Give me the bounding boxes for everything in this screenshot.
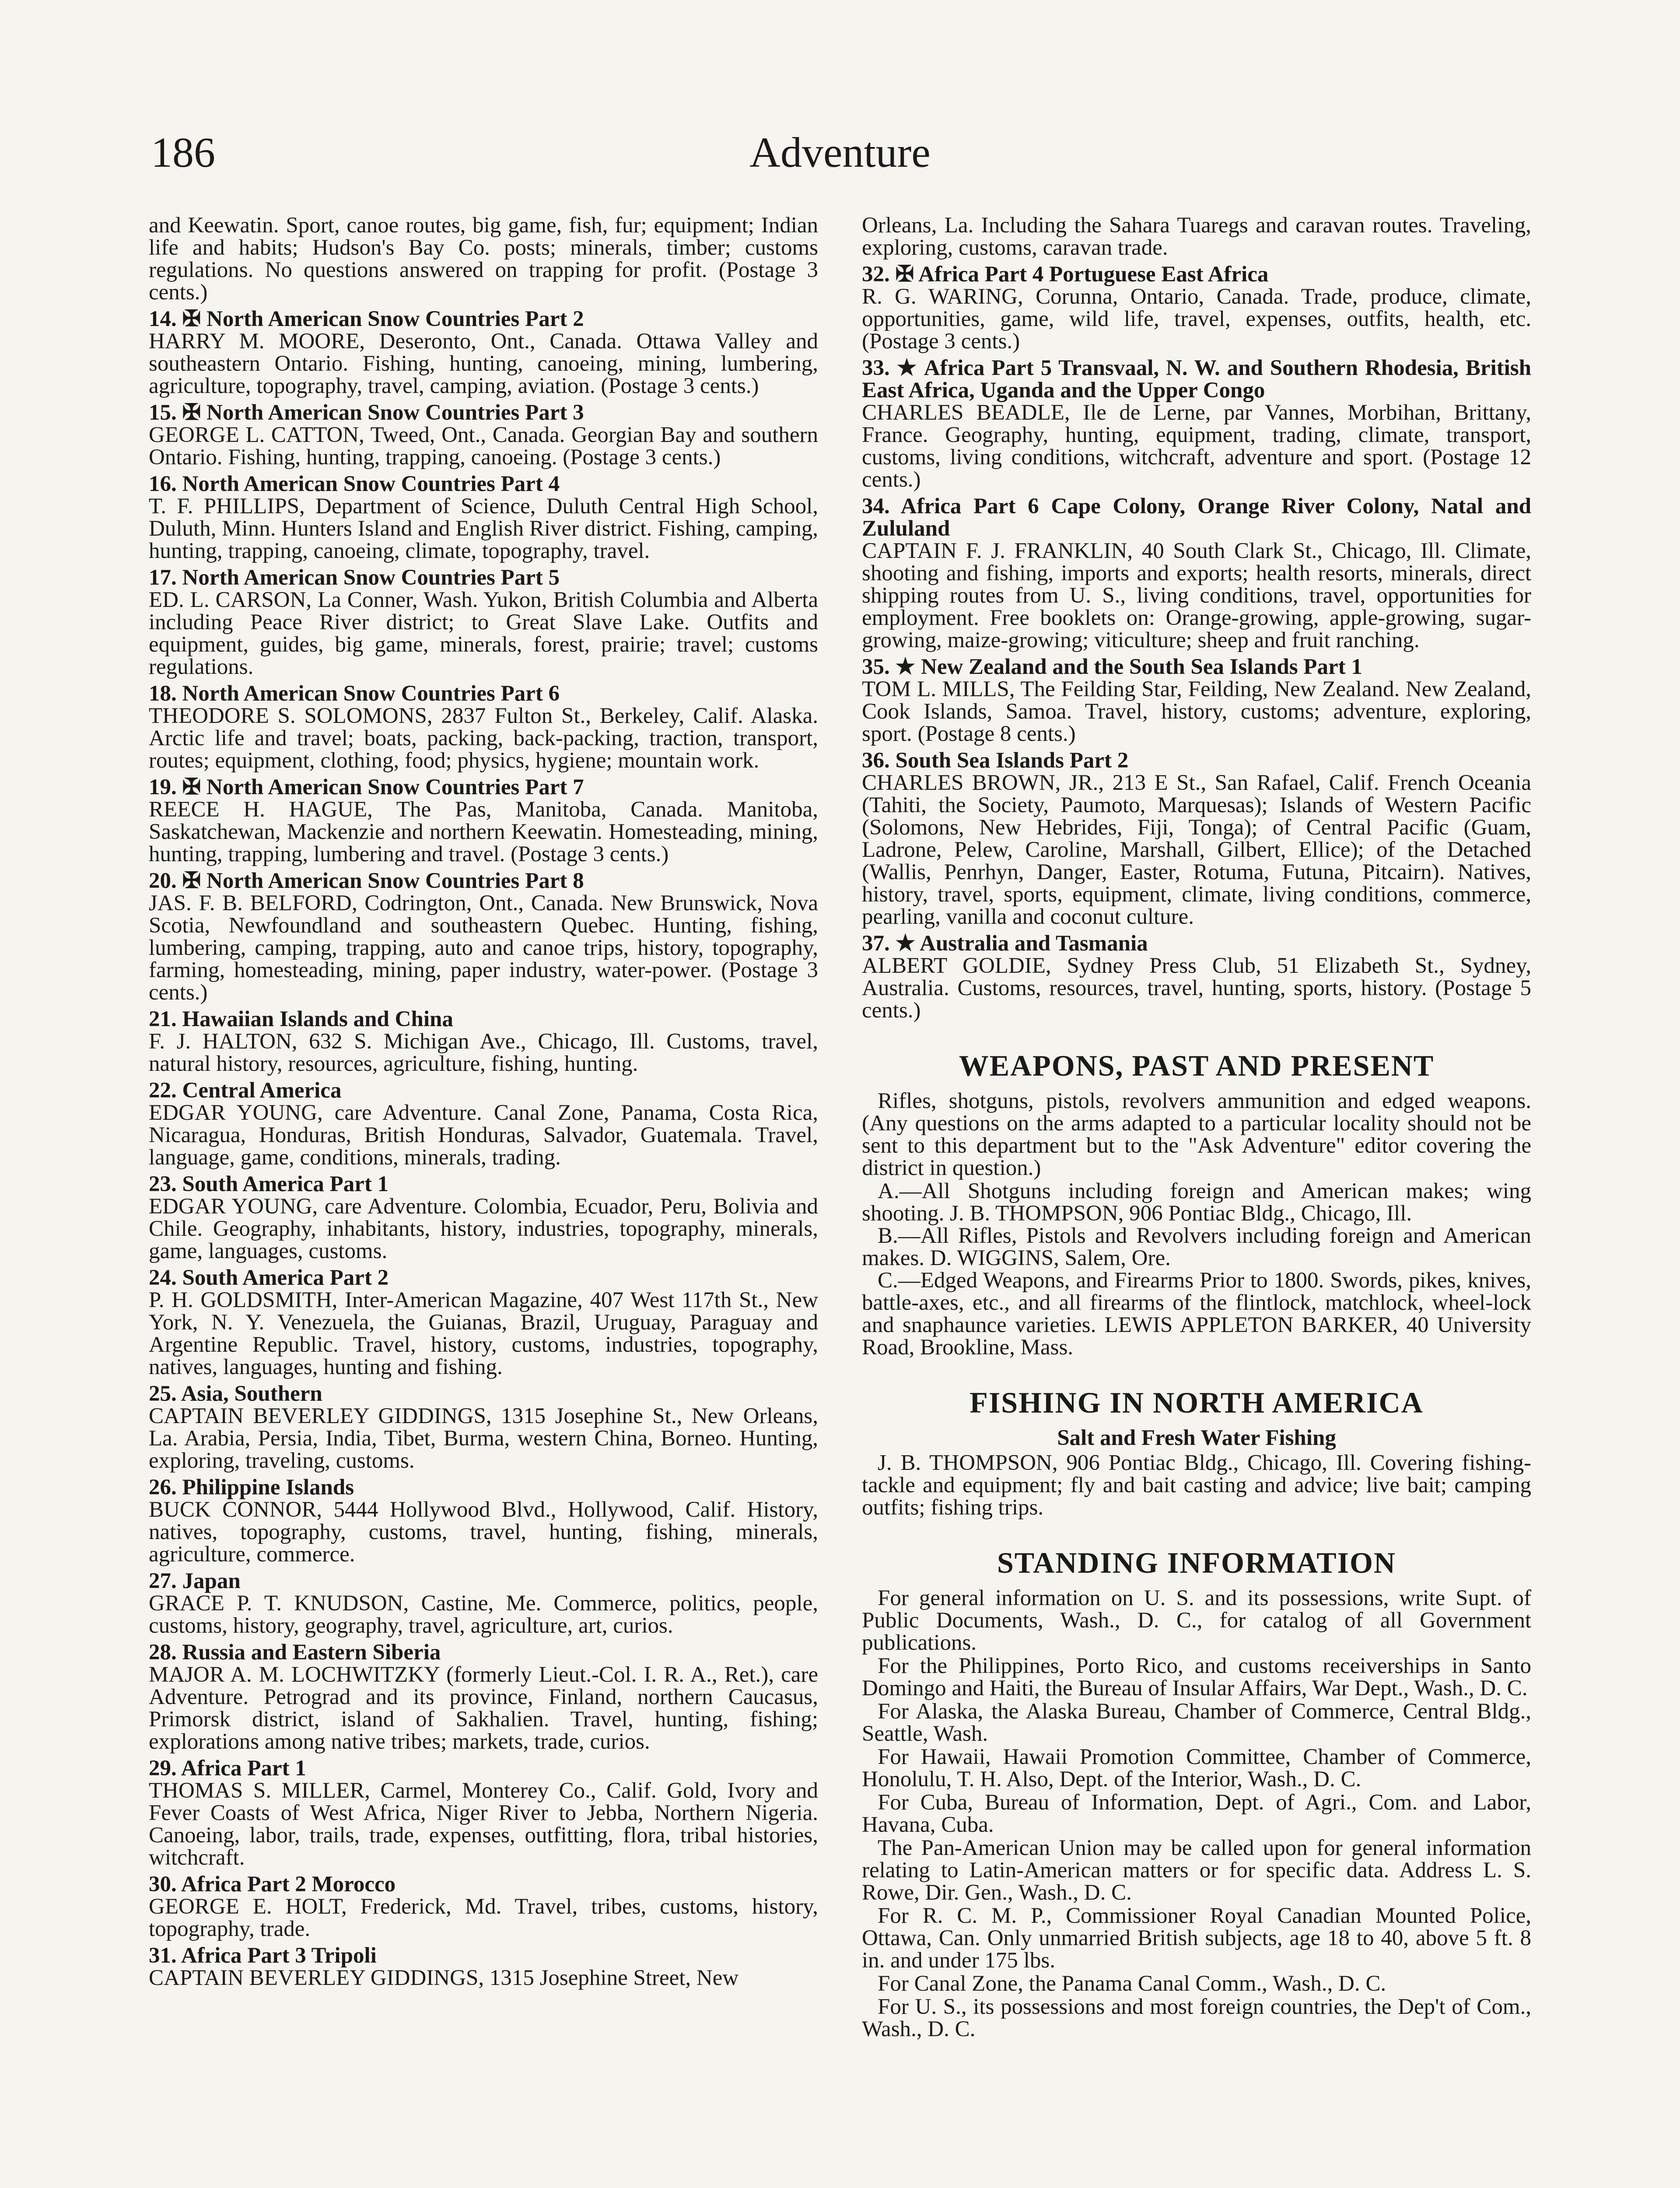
standing-paragraph: For Hawaii, Hawaii Promotion Committee, Chamber of Commerce, Honolulu, T. H. Also, Dept. of the Interior, Wash., D. C. — [862, 1745, 1531, 1792]
cross-icon: ✠ — [895, 262, 914, 287]
entry-text: EDGAR YOUNG, care Adventure. Colombia, Ecuador, Peru, Bolivia and Chile. Geography, inhabitants, history, industries, topography, minerals, game, languages, customs. — [149, 1194, 818, 1263]
entry-heading — [149, 1383, 818, 1405]
entry-heading — [862, 750, 1531, 772]
left_column-entry — [149, 308, 818, 397]
right-entries — [862, 214, 1531, 1022]
left-column — [149, 214, 818, 1994]
right_column-entry — [862, 495, 1531, 652]
entry-title: Africa Part 5 Transvaal, N. W. and Southern Rhodesia, British East Africa, Uganda and the Upper Congo — [862, 356, 1532, 403]
entry-number: 28. — [149, 1640, 177, 1665]
entry-heading — [149, 473, 818, 495]
entry-number: 24. — [149, 1266, 177, 1290]
right_column-entry — [862, 214, 1531, 259]
star-icon: ★ — [896, 356, 918, 380]
entry-title: North American Snow Countries Part 3 — [206, 400, 584, 425]
entry-heading — [149, 1945, 818, 1967]
entry-heading — [149, 683, 818, 705]
entry-title: Hawaiian Islands and China — [182, 1007, 453, 1031]
entry-text: CAPTAIN BEVERLEY GIDDINGS, 1315 Josephine Street, New — [149, 1966, 739, 1990]
standing-paragraph: For Canal Zone, the Panama Canal Comm., Wash., D. C. — [878, 1971, 1386, 1996]
right_column-entry — [862, 263, 1531, 353]
standing-paragraph: For Alaska, the Alaska Bureau, Chamber of Commerce, Central Bldg., Seattle, Wash. — [862, 1699, 1531, 1746]
star-icon: ★ — [895, 655, 916, 679]
entry-number: 23. — [149, 1172, 177, 1196]
entry-number: 37. — [862, 931, 890, 956]
entry-heading — [862, 933, 1531, 955]
entry-heading — [149, 567, 818, 589]
entry-number: 16. — [149, 472, 177, 496]
fishing-text: J. B. THOMPSON, 906 Pontiac Bldg., Chicago, Ill. Covering fishing-tackle and equipment; fly and bait casting and advice; live bait; camping outfits; fishing trips. — [862, 1451, 1531, 1520]
entry-heading — [149, 1173, 818, 1196]
entry-text: EDGAR YOUNG, care Adventure. Canal Zone, Panama, Costa Rica, Nicaragua, Honduras, British Honduras, Salvador, Guatemala. Travel, language, game, conditions, minerals, trading. — [149, 1101, 818, 1170]
left_column-entry — [149, 1080, 818, 1169]
entry-title: Japan — [182, 1569, 241, 1593]
entry-number: 14. — [149, 307, 177, 331]
entry-text: CHARLES BEADLE, Ile de Lerne, par Vannes, Morbihan, Brittany, France. Geography, hunting, equipment, trading, climate, transport, customs, living conditions, witchcraft, adventure and sport. (Postage 12 cents.) — [862, 400, 1531, 492]
left_column-entry — [149, 1757, 818, 1869]
entry-number: 15. — [149, 400, 177, 425]
left_column-entry — [149, 402, 818, 469]
standing-paragraph: For general information on U. S. and its possessions, write Supt. of Public Documents, Wash., D. C., for catalog of all Government publications. — [862, 1586, 1531, 1655]
entry-text: REECE H. HAGUE, The Pas, Manitoba, Canada. Manitoba, Saskatchewan, Mackenzie and northern Keewatin. Homesteading, mining, hunting, trapping, lumbering and travel. (Postage 3 cents.) — [149, 797, 818, 866]
entry-heading — [149, 1267, 818, 1289]
right_column-entry — [862, 750, 1531, 928]
entry-heading — [862, 656, 1531, 678]
entry-title: Africa Part 4 Portuguese East Africa — [918, 262, 1269, 287]
entry-number: 35. — [862, 655, 890, 679]
entry-number: 34. — [862, 494, 890, 519]
entry-text: THEODORE S. SOLOMONS, 2837 Fulton St., Berkeley, Calif. Alaska. Arctic life and travel; boats, packing, back-packing, traction, transport, routes; equipment, clothing, food; physics, hygiene; mountain work. — [149, 704, 818, 773]
entry-title: Africa Part 6 Cape Colony, Orange River Colony, Natal and Zululand — [862, 494, 1532, 541]
entry-number: 36. — [862, 748, 890, 773]
left_column-entry — [149, 1641, 818, 1753]
entry-title: North American Snow Countries Part 7 — [206, 775, 584, 799]
entry-text: T. F. PHILLIPS, Department of Science, Duluth Central High School, Duluth, Minn. Hunters Island and English River district. Fishing, camping, hunting, trapping, canoeing, climate, topography, travel. — [149, 494, 818, 563]
weapons-a: A.—All Shotguns including foreign and American makes; wing shooting. J. B. THOMPSON, 906 Pontiac Bldg., Chicago, Ill. — [862, 1179, 1531, 1226]
weapons-intro: Rifles, shotguns, pistols, revolvers ammunition and edged weapons. (Any questions on the arms adapted to a particular locality should not be sent to this department but to the "Ask Adventure" editor covering the district in question.) — [862, 1089, 1531, 1180]
right-column — [862, 214, 1531, 2041]
star-icon: ★ — [895, 931, 916, 956]
standing-paragraphs — [862, 1587, 1531, 2041]
standing-paragraph: For the Philippines, Porto Rico, and customs receiverships in Santo Domingo and Haiti, the Bureau of Insular Affairs, War Dept., Wash., D. C. — [862, 1654, 1531, 1701]
left_column-entry — [149, 1873, 818, 1940]
entry-text: GEORGE E. HOLT, Frederick, Md. Travel, tribes, customs, history, topography, trade. — [149, 1894, 818, 1941]
entry-heading — [149, 1873, 818, 1896]
entry-number: 27. — [149, 1569, 177, 1593]
left_column-entry — [149, 567, 818, 678]
entry-number: 31. — [149, 1943, 177, 1968]
weapons-c: C.—Edged Weapons, and Firearms Prior to 1800. Swords, pikes, knives, battle-axes, etc., and all firearms of the flintlock, matchlock, wheel-lock and snaphaunce varieties. LEWIS APPLETON BARKER, 40 University Road, Brookline, Mass. — [862, 1268, 1531, 1360]
cross-icon: ✠ — [182, 775, 201, 799]
fishing-heading: FISHING IN NORTH AMERICA — [970, 1386, 1424, 1419]
entry-number: 29. — [149, 1756, 177, 1781]
entry-text: F. J. HALTON, 632 S. Michigan Ave., Chicago, Ill. Customs, travel, natural history, resources, agriculture, fishing, hunting. — [149, 1029, 818, 1076]
entry-text: ALBERT GOLDIE, Sydney Press Club, 51 Elizabeth St., Sydney, Australia. Customs, resources, travel, hunting, sports, history. (Postage 5 cents.) — [862, 954, 1531, 1023]
entry-title: North American Snow Countries Part 6 — [182, 681, 560, 706]
left_column-entry — [149, 1383, 818, 1472]
left_column-entry — [149, 776, 818, 866]
entry-number: 22. — [149, 1078, 177, 1103]
entry-title: South America Part 2 — [182, 1266, 389, 1290]
entry-number: 26. — [149, 1475, 177, 1500]
entry-heading — [149, 1080, 818, 1102]
weapons-heading: WEAPONS, PAST AND PRESENT — [959, 1049, 1435, 1082]
entry-heading — [149, 870, 818, 892]
entry-heading — [862, 263, 1531, 286]
entry-number: 20. — [149, 869, 177, 893]
cross-icon: ✠ — [182, 400, 201, 425]
standing-heading: STANDING INFORMATION — [997, 1546, 1396, 1579]
left_column-entry — [149, 1570, 818, 1637]
entry-heading — [149, 1757, 818, 1780]
entry-title: South America Part 1 — [182, 1172, 389, 1196]
entry-title: Africa Part 1 — [181, 1756, 306, 1781]
entry-heading — [149, 1476, 818, 1499]
entry-title: New Zealand and the South Sea Islands Part 1 — [920, 655, 1362, 679]
left_column-entry — [149, 1008, 818, 1075]
entry-heading — [149, 1008, 818, 1031]
entry-title: North American Snow Countries Part 5 — [182, 565, 560, 590]
entry-text: ED. L. CARSON, La Conner, Wash. Yukon, British Columbia and Alberta including Peace River district; to Great Slave Lake. Outfits and equipment, guides, big game, minerals, forest, prairie; travel; customs regulations. — [149, 588, 818, 679]
entry-number: 17. — [149, 565, 177, 590]
entry-number: 33. — [862, 356, 890, 380]
entry-title: Australia and Tasmania — [920, 931, 1148, 956]
entry-heading — [862, 357, 1531, 402]
entry-text: JAS. F. B. BELFORD, Codrington, Ont., Canada. New Brunswick, Nova Scotia, Newfoundland and southeastern Quebec. Hunting, fishing, lumbering, camping, trapping, auto and canoe trips, history, topography, farming, homesteading, mining, paper industry, water-power. (Postage 3 cents.) — [149, 891, 818, 1005]
left_column-entry — [149, 683, 818, 772]
entry-text: MAJOR A. M. LOCHWITZKY (formerly Lieut.-Col. I. R. A., Ret.), care Adventure. Petrograd and its province, Finland, northern Caucasus, Primorsk district, island of Sakhalien. Travel, hunting, fishing; explorations among native tribes; markets, trade, curios. — [149, 1662, 818, 1754]
entry-text: CAPTAIN F. J. FRANKLIN, 40 South Clark St., Chicago, Ill. Climate, shooting and fishing, imports and exports; health resorts, minerals, direct shipping routes from U. S., living conditions, travel, opportunities for employment. Free booklets on: Orange-growing, apple-growing, sugar-growing, maize-growing; viticulture; sheep and fruit ranching. — [862, 539, 1531, 652]
entry-text: HARRY M. MOORE, Deseronto, Ont., Canada. Ottawa Valley and southeastern Ontario. Fishing, hunting, canoeing, mining, lumbering, agriculture, topography, travel, camping, aviation. (Postage 3 cents.) — [149, 329, 818, 398]
entry-number: 30. — [149, 1872, 177, 1897]
entry-number: 21. — [149, 1007, 177, 1031]
left_column-entry — [149, 473, 818, 562]
standing-paragraph: For Cuba, Bureau of Information, Dept. of Agri., Com. and Labor, Havana, Cuba. — [862, 1790, 1531, 1837]
entry-title: Africa Part 2 Morocco — [181, 1872, 396, 1897]
entry-number: 19. — [149, 775, 177, 799]
entry-number: 18. — [149, 681, 177, 706]
entry-text: GRACE P. T. KNUDSON, Castine, Me. Commerce, politics, people, customs, history, geography, travel, agriculture, art, curios. — [149, 1591, 818, 1638]
entry-heading — [149, 402, 818, 424]
left_column-entry — [149, 1945, 818, 1989]
entry-heading — [149, 1570, 818, 1592]
fishing-subheading: Salt and Fresh Water Fishing — [1057, 1426, 1336, 1450]
entry-heading — [149, 776, 818, 799]
left_column-entry — [149, 214, 818, 304]
entry-number: 32. — [862, 262, 890, 287]
cross-icon: ✠ — [182, 307, 201, 331]
standing-paragraph: For U. S., its possessions and most foreign countries, the Dep't of Com., Wash., D. C. — [862, 1995, 1531, 2041]
left_column-entry — [149, 1267, 818, 1378]
right_column-entry — [862, 933, 1531, 1022]
entry-title: Africa Part 3 Tripoli — [181, 1943, 377, 1968]
entry-title: Central America — [182, 1078, 342, 1103]
cross-icon: ✠ — [182, 869, 201, 893]
entry-title: North American Snow Countries Part 8 — [206, 869, 584, 893]
left_column-entry — [149, 1173, 818, 1262]
entry-text: CHARLES BROWN, JR., 213 E St., San Rafael, Calif. French Oceania (Tahiti, the Society, Paumoto, Marquesas); Islands of Western Pacific (Solomons, New Hebrides, Fiji, Tonga); of Central Pacific (Guam, Ladrone, Pelew, Caroline, Marshall, Gilbert, Ellice); of the Detached (Wallis, Penrhyn, Danger, Easter, Rotuma, Futuna, Pitcairn). Natives, history, travel, sports, equipment, climate, living conditions, commerce, pearling, vanilla and coconut culture. — [862, 771, 1531, 929]
entry-title: Russia and Eastern Siberia — [182, 1640, 441, 1665]
entry-title: North American Snow Countries Part 4 — [182, 472, 560, 496]
page-number: 186 — [151, 129, 215, 176]
standing-paragraph: The Pan-American Union may be called upon for general information relating to Latin-American matters or for specific data. Address L. S. Rowe, Dir. Gen., Wash., D. C. — [862, 1836, 1531, 1905]
entry-number: 25. — [149, 1382, 177, 1406]
right_column-entry — [862, 656, 1531, 745]
entry-heading — [862, 495, 1531, 540]
entry-text: and Keewatin. Sport, canoe routes, big game, fish, fur; equipment; Indian life and habits; Hudson's Bay Co. posts; minerals, timber; customs regulations. No questions answered on trapping for profit. (Postage 3 cents.) — [149, 213, 818, 305]
magazine-title: Adventure — [749, 129, 931, 176]
left_column-entry — [149, 1476, 818, 1566]
entry-title: Philippine Islands — [182, 1475, 354, 1500]
entry-text: THOMAS S. MILLER, Carmel, Monterey Co., Calif. Gold, Ivory and Fever Coasts of West Africa, Niger River to Jebba, Northern Nigeria. Canoeing, labor, trails, trade, expenses, outfitting, flora, tribal histories, witchcraft. — [149, 1778, 818, 1870]
entry-heading — [149, 308, 818, 330]
entry-text: P. H. GOLDSMITH, Inter-American Magazine, 407 West 117th St., New York, N. Y. Venezuela, the Guianas, Brazil, Uruguay, Paraguay and Argentine Republic. Travel, history, customs, industries, topography, natives, languages, hunting and fishing. — [149, 1288, 818, 1379]
standing-paragraph: For R. C. M. P., Commissioner Royal Canadian Mounted Police, Ottawa, Can. Only unmarried British subjects, age 18 to 40, above 5 ft. 8 in. and under 175 lbs. — [862, 1904, 1531, 1973]
entry-text: CAPTAIN BEVERLEY GIDDINGS, 1315 Josephine St., New Orleans, La. Arabia, Persia, India, Tibet, Burma, western China, Borneo. Hunting, exploring, traveling, customs. — [149, 1404, 818, 1473]
entry-title: North American Snow Countries Part 2 — [206, 307, 584, 331]
entry-heading — [149, 1641, 818, 1664]
left_column-entry — [149, 870, 818, 1004]
entry-text: R. G. WARING, Corunna, Ontario, Canada. Trade, produce, climate, opportunities, game, wild life, travel, expenses, outfits, health, etc. (Postage 3 cents.) — [862, 284, 1531, 354]
entry-title: South Sea Islands Part 2 — [895, 748, 1129, 773]
entry-text: TOM L. MILLS, The Feilding Star, Feilding, New Zealand. New Zealand, Cook Islands, Samoa. Travel, history, customs; adventure, exploring, sport. (Postage 8 cents.) — [862, 677, 1531, 746]
entry-text: BUCK CONNOR, 5444 Hollywood Blvd., Hollywood, Calif. History, natives, topography, customs, travel, hunting, fishing, minerals, agriculture, commerce. — [149, 1497, 818, 1567]
entry-title: Asia, Southern — [181, 1382, 322, 1406]
right_column-entry — [862, 357, 1531, 491]
entry-text: Orleans, La. Including the Sahara Tuaregs and caravan routes. Traveling, exploring, customs, caravan trade. — [862, 213, 1531, 260]
entry-text: GEORGE L. CATTON, Tweed, Ont., Canada. Georgian Bay and southern Ontario. Fishing, hunting, trapping, canoeing. (Postage 3 cents.) — [149, 423, 818, 470]
weapons-b: B.—All Rifles, Pistols and Revolvers including foreign and American makes. D. WIGGINS, Salem, Ore. — [862, 1224, 1531, 1270]
